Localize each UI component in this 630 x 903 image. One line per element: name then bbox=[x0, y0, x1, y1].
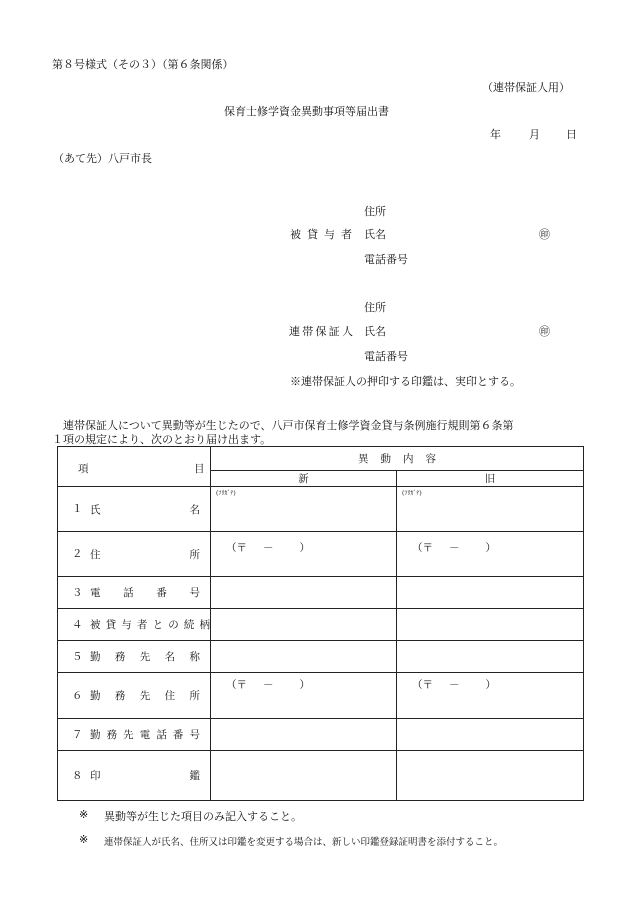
row-label: 住所 bbox=[90, 548, 200, 561]
new-header-cell bbox=[211, 471, 397, 487]
item-header-right: 目 bbox=[194, 463, 205, 475]
change-table bbox=[57, 446, 584, 801]
row-label-cell bbox=[58, 641, 211, 673]
row-label: 勤務先名称 bbox=[90, 651, 200, 664]
table-row bbox=[58, 487, 584, 532]
table-row bbox=[58, 532, 584, 577]
guarantor-seal-note: ※連帯保証人の押印する印鑑は、実印とする。 bbox=[290, 375, 521, 388]
new-employer-phone-field[interactable] bbox=[211, 719, 397, 751]
row-number: １ bbox=[72, 503, 83, 516]
new-relationship-field[interactable] bbox=[211, 609, 397, 641]
old-address-field[interactable] bbox=[397, 532, 584, 577]
addressee: （あて先）八戸市長 bbox=[53, 152, 152, 165]
guarantor-seal-icon: ㊞ bbox=[539, 325, 550, 338]
table-row bbox=[58, 719, 584, 751]
note-mark: ※ bbox=[79, 833, 89, 846]
row-label: 氏名 bbox=[90, 503, 200, 516]
row-label-cell bbox=[58, 532, 211, 577]
new-phone-field[interactable] bbox=[211, 577, 397, 609]
date-day: 日 bbox=[566, 128, 577, 141]
table-row bbox=[58, 577, 584, 609]
row-label-cell bbox=[58, 577, 211, 609]
statement-line2: １項の規定により、次のとおり届け出ます。 bbox=[52, 433, 272, 446]
document-title: 保育士修学資金異動事項等届出書 bbox=[224, 105, 389, 118]
borrower-seal-icon: ㊞ bbox=[539, 228, 550, 241]
row-label: 電話番号 bbox=[90, 587, 200, 600]
row-label: 勤務先電話番号 bbox=[90, 729, 200, 742]
row-label: 印鑑 bbox=[90, 770, 200, 783]
old-seal-field[interactable] bbox=[397, 751, 584, 801]
row-number: ４ bbox=[72, 618, 83, 631]
borrower-address-label: 住所 bbox=[364, 205, 386, 218]
change-header: 異動内容 bbox=[358, 453, 436, 465]
row-number: ６ bbox=[72, 689, 83, 702]
old-employer-address-field[interactable] bbox=[397, 673, 584, 719]
date-year: 年 bbox=[490, 128, 501, 141]
guarantor-phone-label: 電話番号 bbox=[364, 350, 408, 363]
postal-code: （〒 － ） bbox=[226, 542, 310, 554]
row-label: 勤務先住所 bbox=[90, 690, 200, 703]
furigana-label: (ﾌﾘｶﾞﾅ) bbox=[402, 490, 422, 497]
row-number: ５ bbox=[72, 650, 83, 663]
guarantor-label: 連帯保証人 bbox=[289, 325, 353, 338]
row-label-cell bbox=[58, 609, 211, 641]
old-phone-field[interactable] bbox=[397, 577, 584, 609]
row-label-cell bbox=[58, 751, 211, 801]
form-number: 第８号様式（その３）（第６条関係） bbox=[52, 58, 234, 71]
item-header-left: 項 bbox=[78, 463, 89, 475]
statement-line1: 連帯保証人について異動等が生じたので、八戸市保育士修学資金貸与条例施行規則第６条第 bbox=[63, 419, 514, 432]
borrower-phone-label: 電話番号 bbox=[364, 253, 408, 266]
old-employer-phone-field[interactable] bbox=[397, 719, 584, 751]
postal-code: （〒 － ） bbox=[226, 679, 310, 691]
row-label-cell bbox=[58, 719, 211, 751]
note-2: 連帯保証人が氏名、住所又は印鑑を変更する場合は、新しい印鑑登録証明書を添付すること。 bbox=[104, 837, 504, 848]
postal-code: （〒 － ） bbox=[412, 679, 496, 691]
guarantor-address-label: 住所 bbox=[364, 301, 386, 314]
table-row bbox=[58, 641, 584, 673]
new-employer-name-field[interactable] bbox=[211, 641, 397, 673]
old-employer-name-field[interactable] bbox=[397, 641, 584, 673]
old-relationship-field[interactable] bbox=[397, 609, 584, 641]
row-number: ３ bbox=[72, 586, 83, 599]
guarantor-name-label: 氏名 bbox=[364, 325, 386, 338]
table-row bbox=[58, 673, 584, 719]
new-name-field[interactable] bbox=[211, 487, 397, 532]
note-1: 異動等が生じた項目のみ記入すること。 bbox=[104, 810, 302, 823]
table-row bbox=[58, 751, 584, 801]
note-mark: ※ bbox=[79, 808, 89, 821]
new-employer-address-field[interactable] bbox=[211, 673, 397, 719]
new-address-field[interactable] bbox=[211, 532, 397, 577]
new-header: 新 bbox=[298, 473, 309, 485]
row-number: ２ bbox=[72, 548, 83, 561]
borrower-label: 被貸与者 bbox=[290, 228, 352, 241]
old-header: 旧 bbox=[484, 473, 496, 485]
old-header-cell bbox=[397, 471, 584, 487]
row-label: 被貸与者との続柄 bbox=[90, 619, 210, 632]
change-header-cell bbox=[211, 447, 584, 471]
row-label-cell bbox=[58, 487, 211, 532]
date-month: 月 bbox=[529, 128, 540, 141]
borrower-name-label: 氏名 bbox=[364, 228, 386, 241]
row-label-cell bbox=[58, 673, 211, 719]
item-header-cell bbox=[58, 447, 211, 487]
new-seal-field[interactable] bbox=[211, 751, 397, 801]
form-type: （連帯保証人用） bbox=[482, 81, 570, 94]
old-name-field[interactable] bbox=[397, 487, 584, 532]
table-row bbox=[58, 609, 584, 641]
table-header-row bbox=[58, 447, 584, 471]
furigana-label: (ﾌﾘｶﾞﾅ) bbox=[216, 490, 236, 497]
row-number: ８ bbox=[72, 769, 83, 782]
postal-code: （〒 － ） bbox=[412, 542, 496, 554]
row-number: ７ bbox=[72, 728, 83, 741]
